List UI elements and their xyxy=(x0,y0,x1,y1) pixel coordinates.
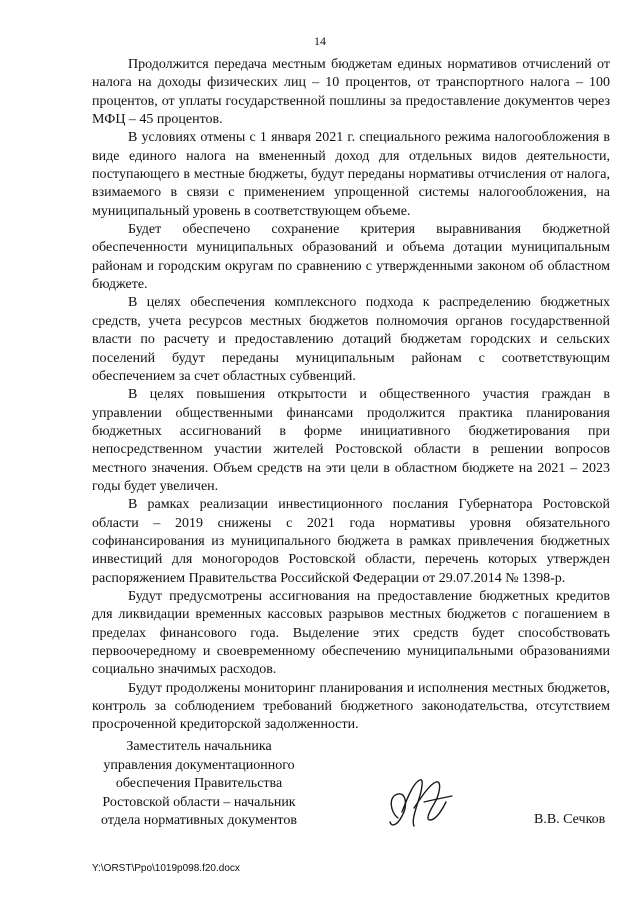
file-path: Y:\ORST\Ppo\1019p098.f20.docx xyxy=(92,863,240,874)
paragraph: Будут предусмотрены ассигнования на предоставление бюджетных кредитов для ликвидации временных кассовых разрывов местных бюджетов с погашением в пределах финансового года. Выделение этих средств будет способствовать первоочередному и своевременному обеспечению муниципальными образованиями социально значимых расходов. xyxy=(92,588,610,678)
signer-title-line: обеспечения Правительства xyxy=(115,776,283,791)
paragraph: В условиях отмены с 1 января 2021 г. специального режима налогообложения в виде единого налога на вмененный доход для отдельных видов деятельности, поступающего в местные бюджеты, будут переданы нормативы отчисления от налога, взимаемого в связи с применением упрощенной системы налогообложения, на муниципальный уровень в соответствующем объеме. xyxy=(92,130,610,219)
paragraph: Продолжится передача местным бюджетам единых нормативов отчислений от налога на доходы физических лиц – 10 процентов, от транспортного налога – 100 процентов, от уплаты государственной пошлины за предоставление документов через МФЦ – 45 процентов. xyxy=(92,57,610,128)
paragraph: В целях обеспечения комплексного подхода к распределению бюджетных средств, учета ресурсов местных бюджетов полномочия органов государственной власти по расчету и предоставлению дотаций бюджетам городских и сельских поселений будут переданы муниципальным районам с соответствующим обеспечением за счет областных субвенций. xyxy=(92,295,610,384)
signer-title-line: отдела нормативных документов xyxy=(101,813,297,828)
signer-name: В.В. Сечков xyxy=(534,812,606,827)
paragraph: В рамках реализации инвестиционного послания Губернатора Ростовской области – 2019 снижены с 2021 года нормативы уровня обязательного софинансирования из муниципального бюджета в рамках привлечения бюджетных инвестиций для моногородов Ростовской области, перечень которых утвержден распоряжением Правительства Российской Федерации от 29.07.2014 № 1398-р. xyxy=(92,497,610,586)
signer-title-line: управления документационного xyxy=(103,757,295,773)
paragraph: В целях повышения открытости и общественного участия граждан в управлении общественными финансами продолжится практика планирования бюджетных ассигнований в форме инициативного бюджетирования при непосредственном участии жителей Ростовской области в решении вопросов местного значения. Объем средств на эти цели в областном бюджете на 2021 – 2023 годы будет увеличен. xyxy=(92,387,610,494)
signer-title xyxy=(92,738,306,831)
signer-title-line: Ростовской области – начальник xyxy=(102,794,296,810)
paragraph: Будут продолжены мониторинг планирования и исполнения местных бюджетов, контроль за соблюдением требований бюджетного законодательства, отсутствием просроченной кредиторской задолженности. xyxy=(92,680,610,733)
handwritten-signature xyxy=(384,772,456,832)
page-number: 14 xyxy=(314,34,326,48)
paragraph: Будет обеспечено сохранение критерия выравнивания бюджетной обеспеченности муниципальных образований и объема дотации муниципальным районам и городским округам по сравнению с утвержденными законом об областном бюджете. xyxy=(92,222,610,293)
signer-title-line: Заместитель начальника xyxy=(126,739,272,754)
body-text xyxy=(92,56,610,735)
